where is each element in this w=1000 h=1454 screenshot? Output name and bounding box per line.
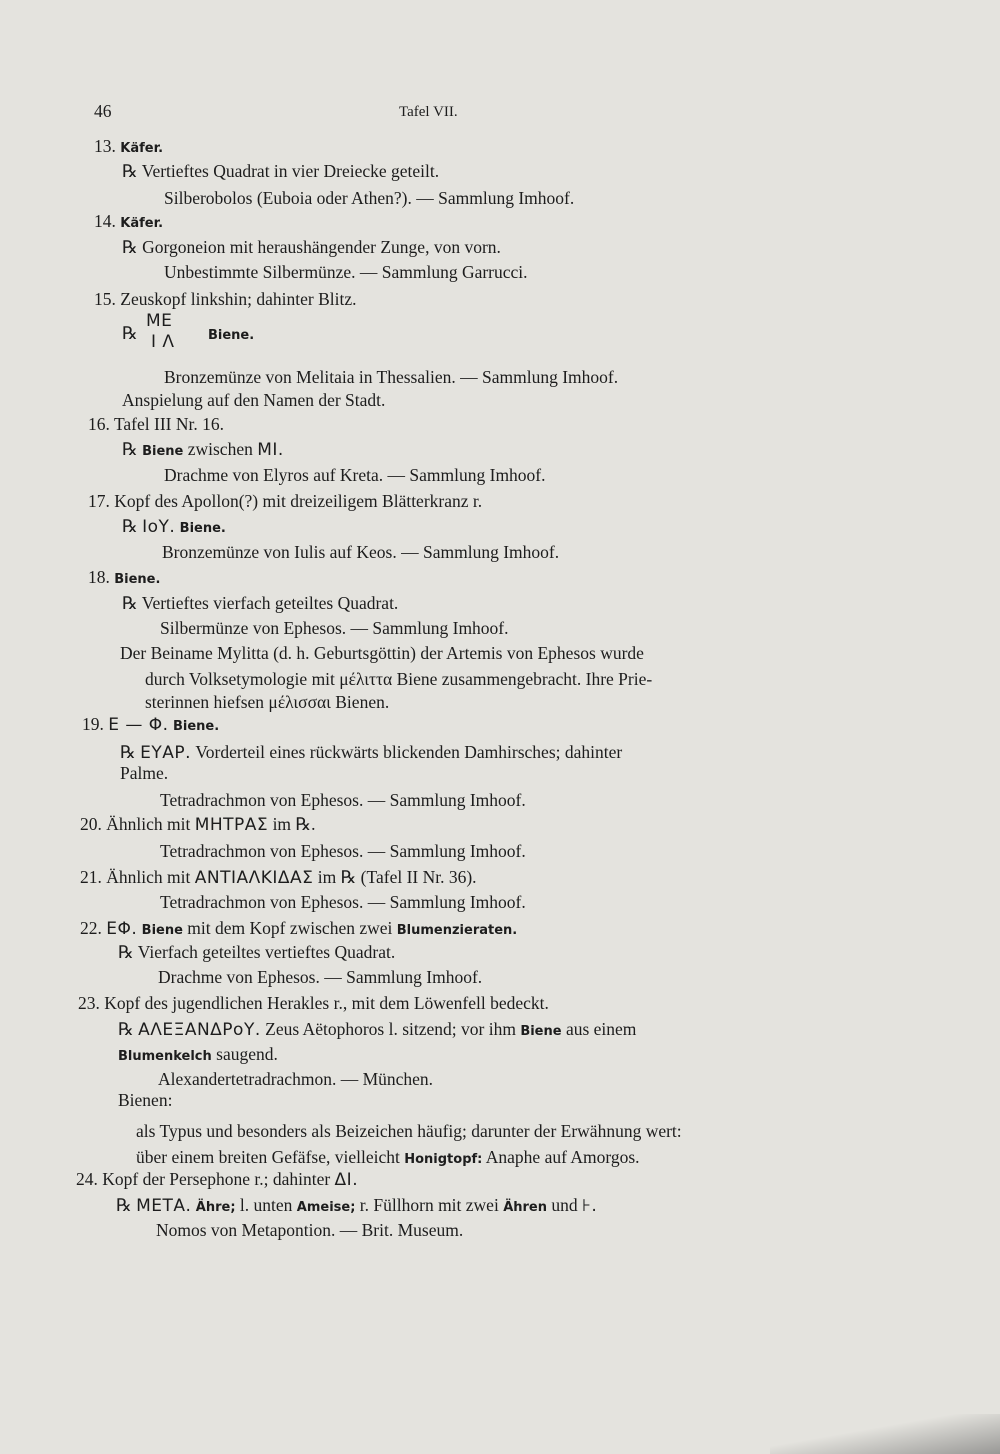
bold-term: Blumenzieraten.	[396, 923, 518, 938]
reverse-symbol: ℞	[122, 323, 138, 343]
entry-number: 18.	[88, 567, 110, 587]
bold-term: Honigtopf:	[404, 1152, 483, 1167]
text-line	[122, 438, 284, 463]
page-title: Tafel VII.	[399, 104, 458, 120]
bold-term: Biene	[141, 923, 183, 938]
entry-20-heading	[80, 813, 315, 836]
bold-term: Biene	[520, 1024, 562, 1039]
entry-number: 14.	[94, 211, 116, 231]
entry-number: 22.	[80, 918, 102, 938]
text-line: als Typus und besonders als Beizeichen häufig; darunter der Erwähnung wert:	[136, 1121, 682, 1141]
line-text: Zeuskopf linkshin; dahinter Blitz.	[120, 289, 357, 309]
bold-term: Ameise;	[296, 1200, 356, 1215]
text-line	[122, 592, 398, 614]
bold-term: Biene.	[172, 719, 220, 734]
line-text: Gorgoneion mit heraushängender Zunge, von vorn.	[142, 237, 501, 257]
bold-term: Ähre;	[195, 1200, 236, 1215]
text-line: Der Beiname Mylitta (d. h. Geburtsgöttin) der Artemis von Ephesos wurde	[120, 643, 644, 663]
text-line: Anspielung auf den Namen der Stadt.	[122, 390, 386, 410]
bold-term: Biene.	[208, 328, 255, 343]
line-text: Zeus Aëtophoros l. sitzend; vor ihm	[265, 1019, 516, 1039]
text-line: Silberobolos (Euboia oder Athen?). — Sammlung Imhoof.	[164, 188, 575, 208]
text-line: sterinnen hiefsen μέλισσαι Bienen.	[145, 692, 390, 712]
entry-17-heading	[88, 490, 482, 512]
line-text: im ℞.	[272, 814, 316, 834]
reverse-symbol: ℞	[118, 1019, 134, 1039]
text-line: Silbermünze von Ephesos. — Sammlung Imhoof.	[160, 618, 509, 638]
entry-19-heading	[82, 713, 219, 738]
text-line: Bienen:	[118, 1090, 173, 1110]
reverse-symbol: ℞	[122, 516, 138, 536]
reverse-symbol: ℞	[122, 593, 138, 613]
bold-term: Ähren	[503, 1200, 548, 1215]
line-text: Vorderteil eines rückwärts blickenden Damhirsches; dahinter	[195, 742, 623, 762]
entry-14-heading	[94, 210, 163, 235]
text-line: Tetradrachmon von Ephesos. — Sammlung Imhoof.	[160, 790, 526, 810]
entry-24-heading	[76, 1168, 358, 1191]
line-text: Kopf des jugendlichen Herakles r., mit dem Löwenfell bedeckt.	[104, 993, 549, 1013]
text-line	[118, 941, 395, 963]
line-text: und	[551, 1195, 578, 1215]
reverse-symbol: ℞	[120, 742, 136, 762]
text-line: Palme.	[120, 763, 169, 783]
text-line: Drachme von Elyros auf Kreta. — Sammlung Imhoof.	[164, 465, 546, 485]
line-text: l. unten	[239, 1195, 293, 1215]
greek-legend: ΑΛΕΞΑΝΔΡοΥ.	[138, 1020, 261, 1040]
bold-term: Käfer.	[120, 216, 164, 231]
greek-legend: ΑΝΤΙΑΛΚΙΔΑΣ	[194, 868, 314, 888]
reverse-symbol: ℞	[116, 1195, 132, 1215]
greek-legend: ΜΗΤΡΑΣ	[194, 815, 269, 835]
text-line: Unbestimmte Silbermünze. — Sammlung Garrucci.	[164, 262, 528, 282]
bold-term: Käfer.	[120, 141, 164, 156]
entry-number: 17.	[88, 491, 110, 511]
line-text: im ℞ (Tafel II Nr. 36).	[317, 867, 477, 887]
entry-16-heading	[88, 413, 224, 435]
line-text: Kopf des Apollon(?) mit dreizeiligem Blätterkranz r.	[114, 491, 483, 511]
reverse-symbol: ℞	[122, 237, 138, 257]
text-line	[122, 515, 226, 540]
greek-legend: ΜΙ.	[257, 440, 284, 460]
line-text: Vertieftes vierfach geteiltes Quadrat.	[141, 593, 399, 613]
line-text: Tafel III Nr. 16.	[113, 414, 224, 434]
entry-22-heading	[80, 917, 517, 942]
greek-legend: ΔΙ.	[334, 1170, 359, 1190]
text-line: Bronzemünze von Iulis auf Keos. — Sammlung Imhoof.	[162, 542, 560, 562]
scan-shadow	[770, 1414, 1000, 1454]
reverse-symbol: ℞	[118, 942, 134, 962]
entry-23-heading	[78, 992, 549, 1014]
greek-legend-top: ΜΕ	[146, 311, 173, 331]
line-text: Ähnlich mit	[106, 814, 191, 834]
line-text: Anaphe auf Amorgos.	[485, 1147, 640, 1167]
line-text: saugend.	[216, 1044, 278, 1064]
line-text: zwischen	[187, 439, 253, 459]
bold-term: Blumenkelch	[118, 1049, 212, 1064]
text-line	[122, 160, 439, 182]
entry-number: 16.	[88, 414, 110, 434]
text-line	[118, 1018, 636, 1043]
line-text: Vertieftes Quadrat in vier Dreiecke geteilt.	[141, 161, 440, 181]
entry-number: 20.	[80, 814, 102, 834]
greek-legend-bottom: Ι Λ	[151, 332, 175, 352]
greek-legend: ΕΦ.	[106, 919, 138, 939]
text-line	[118, 1043, 278, 1068]
reverse-symbol: ℞	[122, 161, 138, 181]
greek-legend: ΜΕΤΑ.	[136, 1196, 192, 1216]
entry-21-heading	[80, 866, 477, 889]
entry-13-heading	[94, 135, 163, 160]
entry-number: 21.	[80, 867, 102, 887]
line-text: Ähnlich mit	[106, 867, 191, 887]
greek-legend: ⊦.	[582, 1196, 598, 1216]
text-line: Bronzemünze von Melitaia in Thessalien. — Sammlung Imhoof.	[164, 367, 619, 387]
line-text: Vierfach geteiltes vertieftes Quadrat.	[137, 942, 396, 962]
line-text: r. Füllhorn mit zwei	[359, 1195, 499, 1215]
page-number: 46	[94, 101, 112, 121]
text-line	[122, 236, 501, 258]
entry-number: 24.	[76, 1169, 98, 1189]
line-text: aus einem	[565, 1019, 637, 1039]
text-line: Drachme von Ephesos. — Sammlung Imhoof.	[158, 967, 483, 987]
text-line: Alexandertetradrachmon. — München.	[158, 1069, 434, 1089]
text-line: Nomos von Metapontion. — Brit. Museum.	[156, 1220, 464, 1240]
reverse-symbol: ℞	[122, 439, 138, 459]
text-line: Tetradrachmon von Ephesos. — Sammlung Imhoof.	[160, 892, 526, 912]
entry-number: 19.	[82, 714, 104, 734]
text-line: Tetradrachmon von Ephesos. — Sammlung Imhoof.	[160, 841, 526, 861]
greek-legend: ΙοΥ.	[142, 517, 176, 537]
bold-term: Biene	[142, 444, 184, 459]
line-text: mit dem Kopf zwischen zwei	[187, 918, 393, 938]
bold-term: Biene.	[179, 521, 226, 536]
line-text: über einem breiten Gefäfse, vielleicht	[136, 1147, 400, 1167]
entry-number: 15.	[94, 289, 116, 309]
text-line	[120, 741, 622, 764]
entry-number: 13.	[94, 136, 116, 156]
line-text: Kopf der Persephone r.; dahinter	[102, 1169, 331, 1189]
greek-legend: Ε — Φ.	[108, 715, 169, 735]
text-line: durch Volksetymologie mit μέλιττα Biene zusammengebracht. Ihre Prie-	[145, 669, 653, 689]
entry-number: 23.	[78, 993, 100, 1013]
text-line	[116, 1194, 597, 1219]
entry-18-heading	[88, 566, 160, 591]
bold-term: Biene.	[114, 572, 161, 587]
greek-legend: ΕΥΑΡ.	[140, 743, 191, 763]
entry-15-heading	[94, 288, 356, 310]
